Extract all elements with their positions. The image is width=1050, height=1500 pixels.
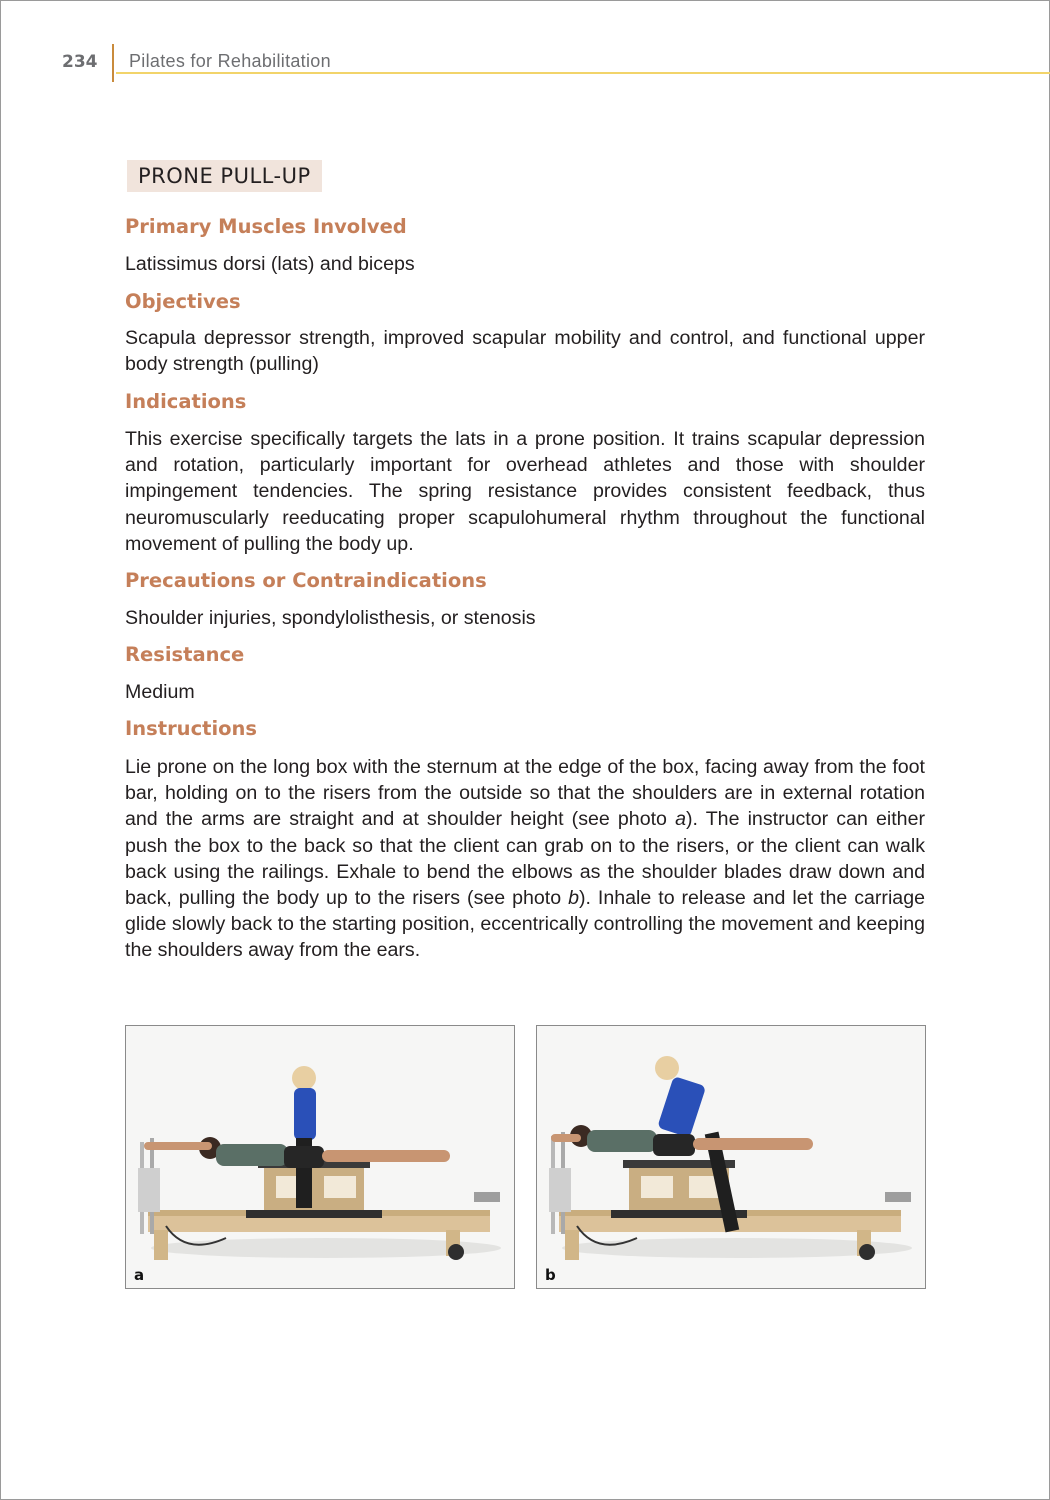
text-primary-muscles: Latissimus dorsi (lats) and biceps — [125, 253, 415, 275]
photo-label-a: a — [134, 1266, 145, 1284]
photo-a-illustration — [126, 1026, 514, 1288]
text-resistance: Medium — [125, 681, 195, 703]
instructions-part-2: ). The instructor can either push the box to the back so that the client can grab on to the risers, or the client can walk back using the railings. Exhale to bend the elbows as the shoulder blades draw down and back, pulling the body up to the risers (see photo — [125, 808, 925, 910]
photo-b-illustration — [537, 1026, 925, 1288]
header-divider — [112, 44, 114, 82]
exercise-title-box — [127, 160, 322, 192]
photo-a — [125, 1025, 515, 1289]
page-number: 234 — [62, 52, 98, 72]
instructions-part-1: Lie prone on the long box with the sternum at the edge of the box, facing away from the foot bar, holding on to the risers from the outside so that the shoulders are in external rotation and the arms are straight and at shoulder height (see photo — [125, 756, 925, 831]
heading-primary-muscles: Primary Muscles Involved — [125, 215, 407, 238]
running-header — [62, 44, 1050, 84]
heading-instructions: Instructions — [125, 717, 258, 740]
photo-ref-a: a — [675, 808, 686, 831]
photo-b — [536, 1025, 926, 1289]
text-instructions — [125, 754, 925, 964]
heading-objectives: Objectives — [125, 290, 241, 313]
instructions-part-3: ). Inhale to release and let the carriage glide slowly back to the starting position, eccentrically controlling the movement and keeping the shoulders away from the ears. — [125, 887, 925, 962]
header-rule — [116, 72, 1050, 74]
exercise-title: PRONE PULL-UP — [138, 164, 311, 188]
text-precautions: Shoulder injuries, spondylolisthesis, or stenosis — [125, 607, 536, 629]
heading-precautions: Precautions or Contraindications — [125, 569, 487, 592]
heading-indications: Indications — [125, 390, 247, 413]
photo-label-b: b — [545, 1266, 556, 1284]
photo-ref-b: b — [568, 887, 579, 910]
text-objectives: Scapula depressor strength, improved scapular mobility and control, and functional upper body strength (pulling) — [125, 327, 925, 376]
heading-resistance: Resistance — [125, 643, 245, 666]
book-title: Pilates for Rehabilitation — [129, 51, 331, 71]
text-indications: This exercise specifically targets the lats in a prone position. It trains scapular depression and rotation, particularly important for overhead athletes and those with shoulder impingement tendencies. The spring resistance provides consistent feedback, thus neuromuscularly reeducating proper scapulohumeral rhythm throughout the functional movement of pulling the body up. — [125, 428, 925, 555]
